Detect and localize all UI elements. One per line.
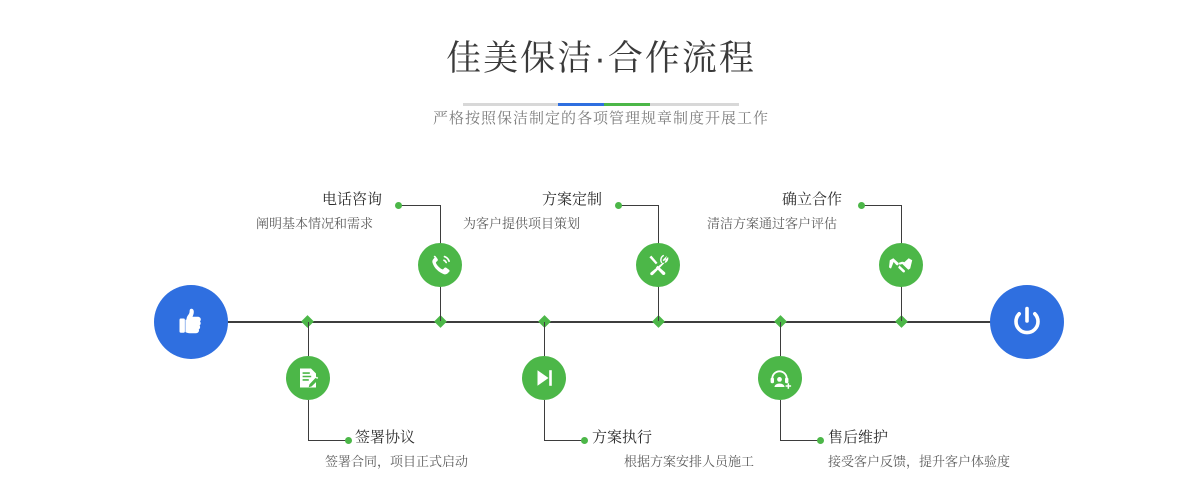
- step-icon-tools: [636, 243, 680, 287]
- step-title-1: 电话咨询: [322, 191, 383, 208]
- step-title-6: 售后维护: [828, 429, 889, 446]
- connector-v-step1: [440, 205, 441, 245]
- tools-icon: [646, 253, 671, 278]
- connector-v2-step4: [544, 400, 545, 440]
- phone-ring-icon: [427, 252, 453, 278]
- connector-v-step4: [544, 322, 545, 356]
- step-title-2: 签署协议: [355, 429, 416, 446]
- connector-v2-step2: [308, 400, 309, 440]
- step-desc-2: 签署合同，项目正式启动: [325, 454, 469, 469]
- connector-dot-step3: [615, 202, 622, 209]
- connector-dot-step5: [858, 202, 865, 209]
- step-icon-play-next: [522, 356, 566, 400]
- step-icon-handshake: [879, 243, 923, 287]
- step-icon-support-agent: [758, 356, 802, 400]
- step-desc-3: 为客户提供项目策划: [463, 216, 581, 231]
- connector-h-step5: [861, 205, 901, 206]
- connector-v-step2: [308, 322, 309, 356]
- connector-dot-step2: [345, 437, 352, 444]
- step-title-4: 方案执行: [592, 429, 653, 446]
- page-subtitle: 严格按照保洁制定的各项管理规章制度开展工作: [432, 110, 769, 127]
- power-icon: [1007, 302, 1047, 342]
- step-desc-5: 清洁方案通过客户评估: [707, 216, 838, 231]
- connector-h-step3: [618, 205, 658, 206]
- step-desc-4: 根据方案安排人员施工: [624, 454, 755, 469]
- handshake-icon: [888, 252, 914, 278]
- step-title-3: 方案定制: [542, 191, 603, 208]
- connector-v2-step5: [901, 285, 902, 321]
- connector-h-step2: [308, 440, 348, 441]
- step-desc-1: 阐明基本情况和需求: [256, 216, 374, 231]
- end-node: [990, 285, 1064, 359]
- page-title: 佳美保洁·合作流程: [446, 39, 756, 78]
- connector-h-step6: [780, 440, 820, 441]
- connector-v-step5: [901, 205, 902, 245]
- support-agent-icon: [768, 366, 793, 391]
- connector-v2-step3: [658, 285, 659, 321]
- start-node: [154, 285, 228, 359]
- step-icon-document-edit: [286, 356, 330, 400]
- connector-v-step6: [780, 322, 781, 356]
- connector-dot-step6: [817, 437, 824, 444]
- step-icon-phone-ring: [418, 243, 462, 287]
- step-desc-6: 接受客户反馈，提升客户体验度: [828, 454, 1011, 469]
- connector-v-step3: [658, 205, 659, 245]
- connector-h-step4: [544, 440, 584, 441]
- play-next-icon: [532, 366, 556, 390]
- connector-h-step1: [398, 205, 440, 206]
- connector-dot-step4: [581, 437, 588, 444]
- title-divider: [0, 96, 1202, 100]
- thumbs-up-icon: [172, 303, 210, 341]
- connector-v2-step1: [440, 285, 441, 321]
- step-title-5: 确立合作: [782, 191, 843, 208]
- connector-v2-step6: [780, 400, 781, 440]
- connector-dot-step1: [395, 202, 402, 209]
- document-edit-icon: [296, 366, 320, 390]
